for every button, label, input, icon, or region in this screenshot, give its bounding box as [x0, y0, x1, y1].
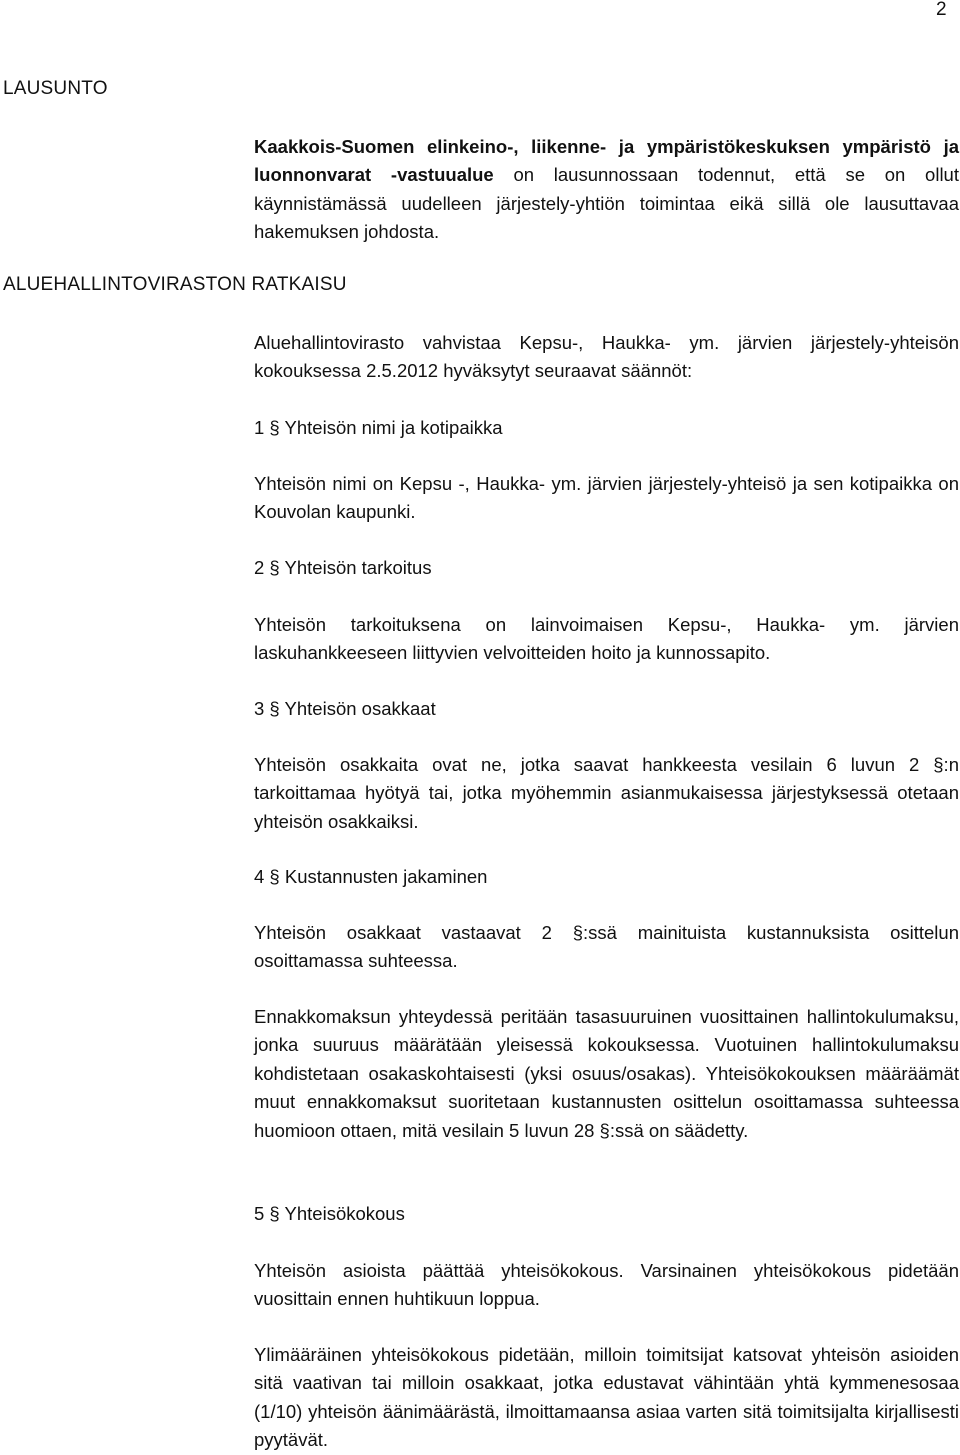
section-heading: 2 § Yhteisön tarkoitus — [254, 557, 432, 578]
statement-authority: Kaakkois-Suomen elinkeino-, liikenne- ja ympäristökeskuksen ympäristö ja luonnonvarat -vastuualue — [254, 136, 959, 186]
section-heading: 4 § Kustannusten jakaminen — [254, 866, 488, 887]
section-paragraph: Yhteisön asioista päättää yhteisökokous. Varsinainen yhteisökokous pidetään vuosittain ennen huhtikuun loppua. — [254, 1260, 959, 1310]
section-heading: 5 § Yhteisökokous — [254, 1203, 405, 1224]
page-number: 2 — [936, 0, 947, 20]
section-heading: 1 § Yhteisön nimi ja kotipaikka — [254, 417, 503, 438]
statement-text: on lausunnossaan todennut, että se on ollut käynnistämässä uudelleen järjestely-yhtiön toimintaa eikä sillä ole lausuttavaa hakemuksen johdosta. — [254, 164, 959, 243]
section-paragraph: Yhteisön osakkaat vastaavat 2 §:ssä mainituista kustannuksista osittelun osoittamassa suhteessa. — [254, 922, 959, 972]
statement-paragraph — [254, 133, 959, 247]
section-paragraph: Yhteisön osakkaita ovat ne, jotka saavat hankkeesta vesilain 6 luvun 2 §:n tarkoittamaa hyötyä tai, jotka myöhemmin asianmukaisessa järjestyksessä otetaan yhteisön osakkaiksi. — [254, 754, 959, 832]
section-paragraph: Ennakkomaksun yhteydessä peritään tasasuuruinen vuosittainen hallintokulumaksu, jonka suuruus määrätään yleisessä kokouksessa. Vuotuinen hallintokulumaksu kohdistetaan osakaskohtaisesti (yksi osuus/osakas). Yhteisökokouksen määräämät muut ennakkomaksut suoritetaan kustannusten osittelun osoittamassa suhteessa huomioon ottaen, mitä vesilain 5 luvun 28 §:ssä on säädetty. — [254, 1006, 959, 1141]
heading-ratkaisu: ALUEHALLINTOVIRASTON RATKAISU — [3, 274, 347, 295]
section-paragraph: Ylimääräinen yhteisökokous pidetään, milloin toimitsijat katsovat yhteisön asioiden sitä vaativan tai milloin osakkaat, jotka edustavat vähintään yhtä kymmenesosaa (1/10) yhteisön äänimäärästä, ilmoittamaansa asiaa varten sitä toimitsijalta kirjallisesti pyytävät. — [254, 1344, 959, 1451]
section-paragraph: Yhteisön tarkoituksena on lainvoimaisen Kepsu-, Haukka- ym. järvien laskuhankkeeseen liittyvien velvoitteiden hoito ja kunnossapito. — [254, 614, 959, 664]
heading-lausunto: LAUSUNTO — [3, 78, 108, 99]
section-paragraph: Yhteisön nimi on Kepsu -, Haukka- ym. järvien järjestely-yhteisö ja sen kotipaikka on Kouvolan kaupunki. — [254, 473, 959, 523]
section-heading: 3 § Yhteisön osakkaat — [254, 698, 436, 719]
decision-intro: Aluehallintovirasto vahvistaa Kepsu-, Haukka- ym. järvien järjestely-yhteisön kokouksessa 2.5.2012 hyväksytyt seuraavat säännöt: — [254, 332, 959, 382]
